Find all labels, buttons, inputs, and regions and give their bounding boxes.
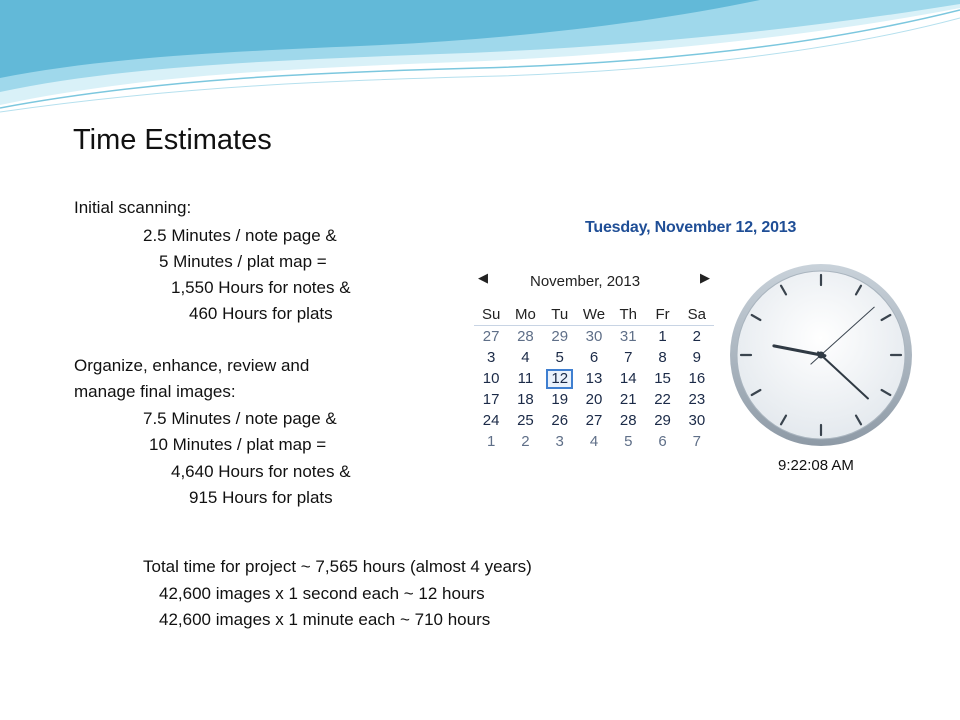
calendar-day[interactable]: 26 (551, 412, 569, 429)
calendar-day[interactable]: 14 (619, 370, 637, 387)
calendar-day[interactable]: 4 (589, 433, 599, 450)
calendar-day[interactable]: 13 (585, 370, 603, 387)
calendar-week-row (474, 410, 714, 431)
per-second-line: 42,600 images x 1 second each ~ 12 hours (159, 584, 485, 603)
calendar-day[interactable]: 7 (692, 433, 702, 450)
initial-scanning-heading: Initial scanning: (74, 198, 192, 217)
calendar-day[interactable]: 7 (624, 349, 633, 366)
calendar-day[interactable]: 15 (654, 370, 671, 387)
calendar-full-date[interactable]: Tuesday, November 12, 2013 (585, 219, 797, 236)
today-marker: 12 (546, 369, 573, 389)
organize-line-1: 7.5 Minutes / note page & (143, 409, 337, 428)
calendar-day[interactable]: 22 (654, 391, 671, 408)
calendar-prev-month-icon[interactable]: ◀ (478, 270, 488, 285)
calendar-day[interactable]: 18 (517, 391, 534, 408)
calendar-day[interactable]: 4 (521, 349, 530, 366)
calendar-day[interactable]: 16 (688, 370, 706, 387)
calendar-day[interactable]: 1 (658, 328, 667, 345)
calendar-day[interactable]: 2 (521, 433, 530, 450)
calendar-day[interactable]: 28 (619, 412, 637, 429)
weekday-sunday: Su (474, 303, 508, 326)
calendar-grid (474, 303, 714, 452)
calendar-day[interactable]: 5 (624, 433, 633, 450)
calendar-day[interactable]: 6 (658, 433, 667, 450)
calendar-month-label[interactable]: November, 2013 (530, 273, 641, 290)
calendar-day[interactable]: 24 (482, 412, 500, 429)
calendar-day[interactable]: 28 (517, 328, 534, 345)
weekday-thursday: Th (611, 303, 645, 326)
initial-line-4: 460 Hours for plats (189, 304, 333, 323)
calendar-day[interactable]: 1 (486, 433, 496, 450)
calendar-day[interactable]: 2 (692, 328, 702, 345)
calendar-week-row (474, 389, 714, 410)
weekday-tuesday: Tu (543, 303, 577, 326)
calendar-week-row (474, 431, 714, 452)
slide-title: Time Estimates (73, 124, 272, 156)
initial-line-2: 5 Minutes / plat map = (159, 252, 327, 271)
calendar-day[interactable]: 30 (688, 412, 706, 429)
clock-time-label: 9:22:08 AM (778, 457, 854, 474)
organize-line-4: 915 Hours for plats (189, 488, 333, 507)
calendar-day[interactable]: 20 (585, 391, 603, 408)
calendar-day[interactable]: 5 (555, 349, 564, 366)
calendar-day[interactable]: 27 (482, 328, 500, 345)
calendar-day[interactable]: 23 (688, 391, 706, 408)
analog-clock (728, 262, 914, 448)
organize-heading-1: Organize, enhance, review and (74, 356, 310, 375)
per-minute-line: 42,600 images x 1 minute each ~ 710 hours (159, 610, 491, 629)
calendar-day[interactable]: 9 (692, 349, 702, 366)
calendar-week-row (474, 326, 714, 348)
calendar-day[interactable]: 29 (654, 412, 671, 429)
calendar-day[interactable]: 25 (517, 412, 534, 429)
calendar-day[interactable]: 3 (555, 433, 564, 450)
calendar-day[interactable]: 11 (517, 370, 534, 387)
calendar-day[interactable]: 8 (658, 349, 667, 366)
initial-line-1: 2.5 Minutes / note page & (143, 226, 337, 245)
weekday-monday: Mo (508, 303, 542, 326)
organize-line-3: 4,640 Hours for notes & (171, 462, 351, 481)
header-wave-decoration (0, 0, 960, 120)
clock-center-pin (818, 352, 825, 359)
initial-line-3: 1,550 Hours for notes & (171, 278, 351, 297)
calendar-day[interactable]: 19 (551, 391, 569, 408)
calendar-day[interactable]: 17 (482, 391, 500, 408)
calendar-day[interactable]: 21 (619, 391, 637, 408)
calendar-week-row (474, 368, 714, 389)
weekday-wednesday: We (577, 303, 611, 326)
calendar-day[interactable]: 3 (486, 349, 496, 366)
calendar-next-month-icon[interactable]: ▶ (700, 270, 710, 285)
weekday-friday: Fr (645, 303, 679, 326)
weekday-saturday: Sa (680, 303, 714, 326)
calendar-day[interactable]: 27 (585, 412, 603, 429)
calendar-weekday-row (474, 303, 714, 326)
calendar-day[interactable]: 29 (551, 328, 569, 345)
organize-heading-2: manage final images: (74, 382, 236, 401)
calendar-week-row (474, 347, 714, 368)
calendar-day[interactable]: 10 (482, 370, 500, 387)
calendar-day[interactable]: 31 (619, 328, 637, 345)
organize-line-2: 10 Minutes / plat map = (149, 435, 327, 454)
calendar-day-today[interactable] (543, 368, 577, 389)
total-time-line: Total time for project ~ 7,565 hours (almost 4 years) (143, 557, 532, 576)
calendar-day[interactable]: 6 (589, 349, 599, 366)
calendar-day[interactable]: 30 (585, 328, 603, 345)
